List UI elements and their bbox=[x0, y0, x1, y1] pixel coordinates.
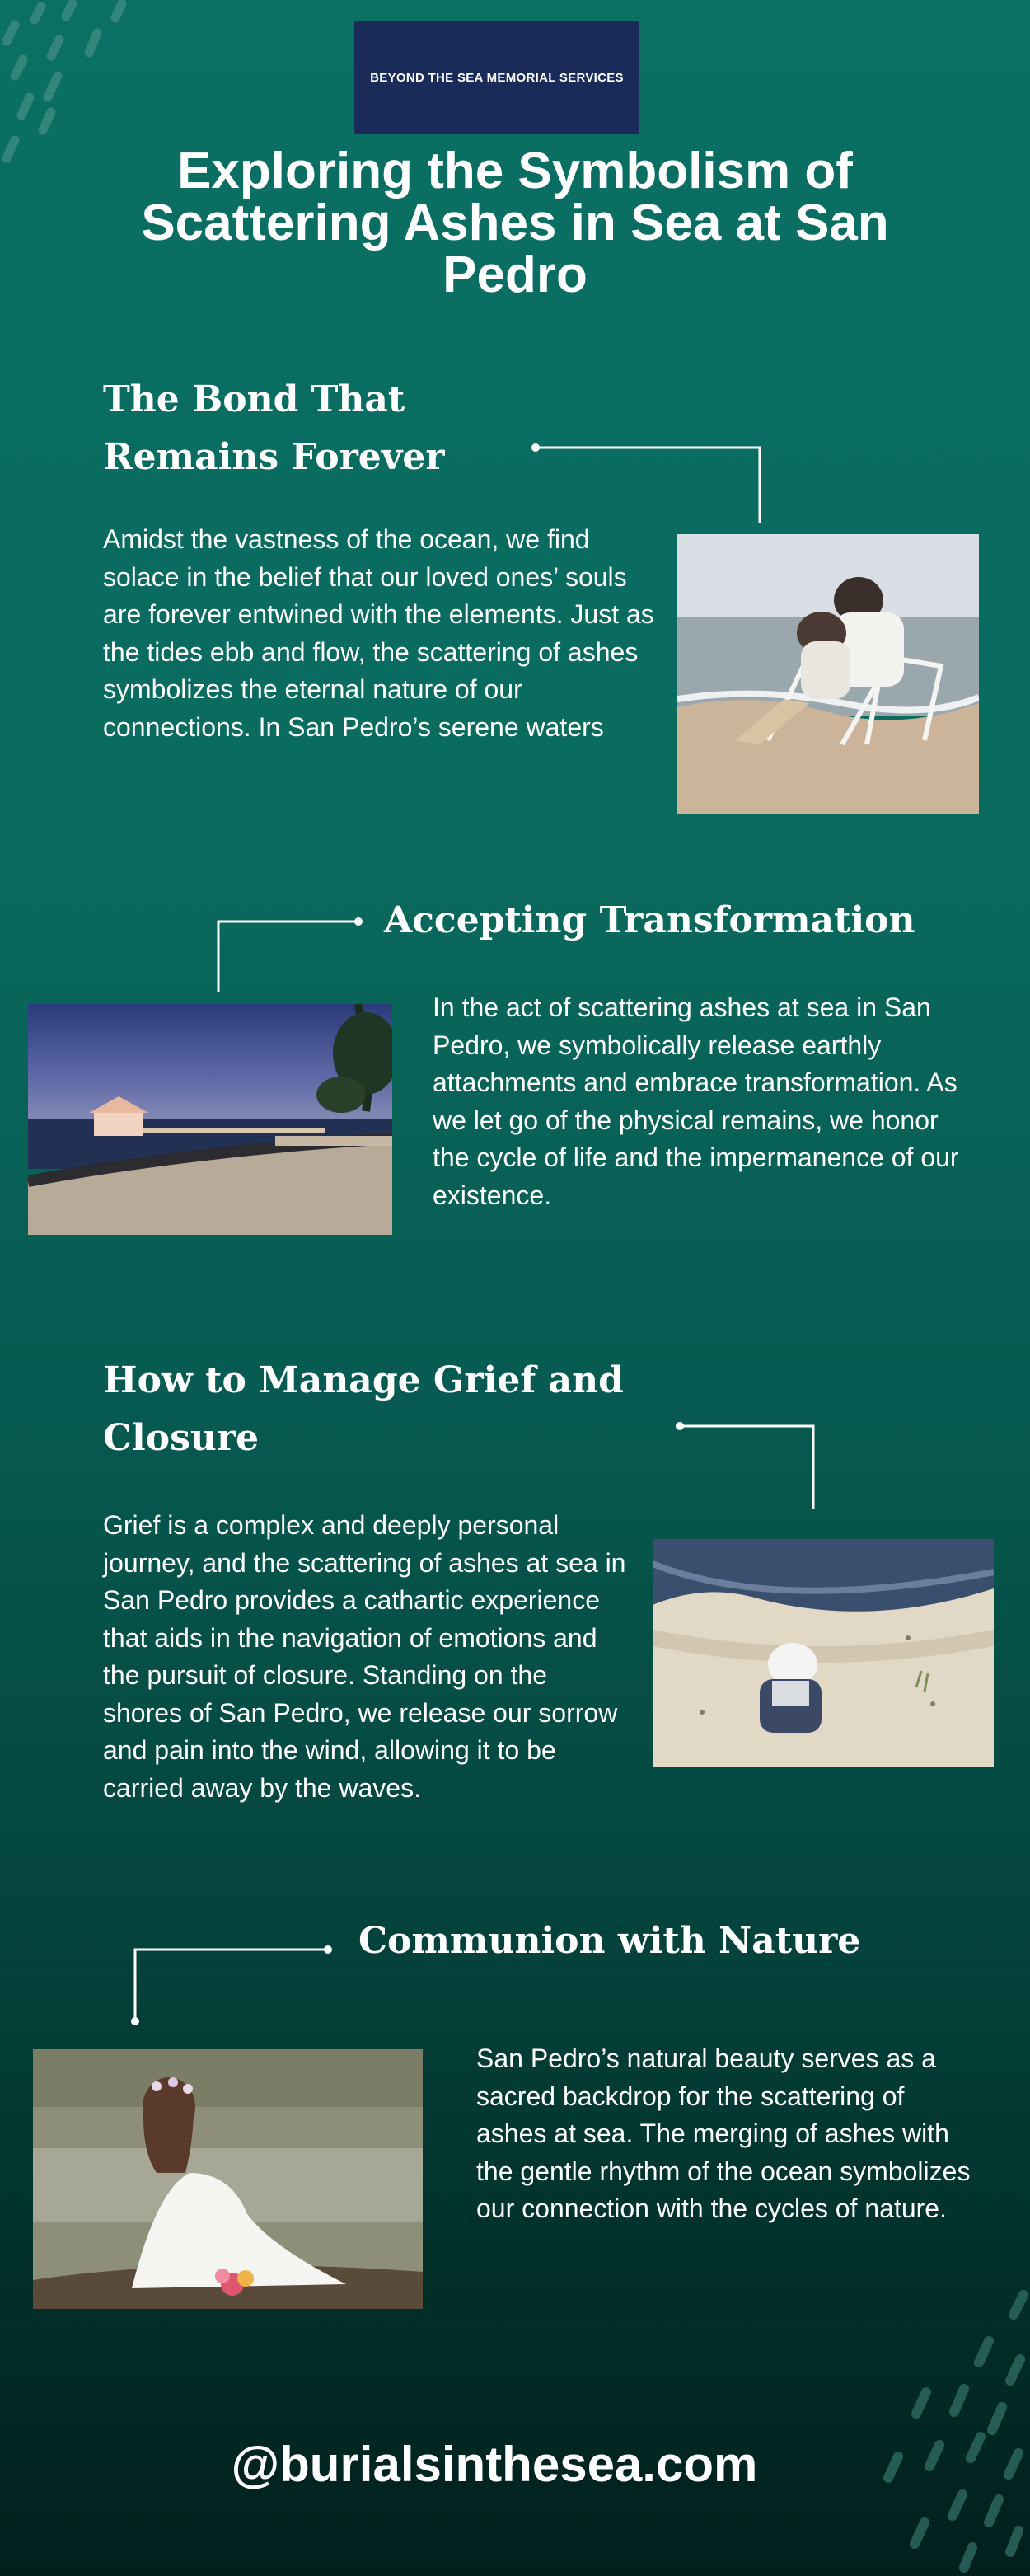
section-3-title: How to Manage Grief and Closure bbox=[103, 1359, 624, 1459]
section-1-photo bbox=[677, 534, 979, 814]
section-3-connector-line bbox=[672, 1418, 820, 1513]
section-1-text: Amidst the vastness of the ocean, we find solace in the belief that our loved ones’ souls are forever entwined with the elements. Just as the tides ebb and flow, the scattering of ashes symbolizes the eternal nature of our connections. In San Pedro’s serene waters bbox=[103, 524, 654, 742]
section-4-text: San Pedro’s natural beauty serves as a sacred backdrop for the scattering of ashes at sea. The merging of ashes with the gentle rhythm of the ocean symbolizes our connection with the cycles of nature. bbox=[476, 2043, 971, 2223]
footer-website-handle[interactable]: @burialsinthesea.com bbox=[231, 2437, 758, 2492]
section-1-connector-line bbox=[527, 441, 766, 528]
section-4-connector-line bbox=[124, 1939, 338, 2028]
section-3-photo bbox=[653, 1539, 994, 1767]
section-2-connector-line bbox=[210, 913, 367, 996]
rain-streak-decoration-bottom bbox=[857, 2283, 1030, 2576]
section-2-title: Accepting Transformation bbox=[384, 899, 915, 941]
section-3-text: Grief is a complex and deeply personal journey, and the scattering of ashes at sea in San Pedro provides a cathartic experience that aids in the navigation of emotions and the pursuit of closure. Standing on the shores of San Pedro, we release our sorrow and pain into the wind, allowing it to be carried away by the waves. bbox=[103, 1510, 626, 1803]
section-2-photo bbox=[28, 1004, 392, 1235]
section-4-photo bbox=[33, 2049, 423, 2309]
section-2-text: In the act of scattering ashes at sea in San Pedro, we symbolically release earthly attachments and embrace transformation. As we let go of the physical remains, we honor the cycle of life and the impermanence of our existence. bbox=[433, 992, 959, 1210]
brand-logo bbox=[354, 21, 639, 134]
section-4-title: Communion with Nature bbox=[358, 1920, 861, 1962]
page-title: Exploring the Symbolism of Scattering Ashes in Sea at San Pedro bbox=[141, 143, 889, 303]
section-1-title: The Bond That Remains Forever bbox=[103, 378, 445, 478]
brand-logo-text: BEYOND THE SEA MEMORIAL SERVICES bbox=[370, 70, 624, 85]
